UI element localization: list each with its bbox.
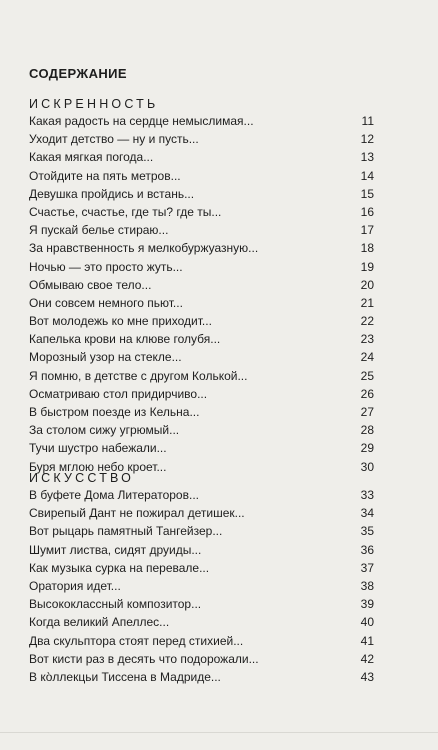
entry-page-number: 33 bbox=[360, 488, 374, 502]
entry-title: Два скульптора стоят перед стихией... bbox=[29, 633, 244, 648]
toc-entry bbox=[29, 112, 374, 130]
entry-title: Отойдите на пять метров... bbox=[29, 168, 181, 183]
toc-entry bbox=[29, 348, 374, 366]
toc-entry bbox=[29, 595, 374, 613]
entry-title: Я помню, в детстве с другом Колькой... bbox=[29, 368, 248, 383]
entry-title: Какая радость на сердце немыслимая... bbox=[29, 114, 254, 128]
entry-page-number: 21 bbox=[360, 295, 374, 310]
entry-page-number: 39 bbox=[360, 597, 374, 612]
entry-page-number: 28 bbox=[360, 423, 374, 438]
entry-title: Обмываю свое тело... bbox=[29, 277, 152, 292]
entry-page-number: 40 bbox=[360, 615, 374, 630]
entry-page-number: 17 bbox=[360, 223, 374, 238]
entry-page-number: 29 bbox=[360, 441, 374, 456]
entry-page-number: 35 bbox=[360, 524, 374, 539]
entry-title: За нравственность я мелкобуржуазную... bbox=[29, 241, 259, 256]
entry-title: Вот молодежь ко мне приходит... bbox=[29, 314, 212, 329]
entry-title: Осматриваю стол придирчиво... bbox=[29, 386, 208, 401]
toc-entry bbox=[29, 294, 374, 312]
entry-page-number: 27 bbox=[360, 405, 374, 419]
toc-entry bbox=[29, 367, 374, 385]
entry-title: Как музыка сурка на перевале... bbox=[29, 560, 210, 575]
entry-title: Свирепый Дант не пожирал детишек... bbox=[29, 506, 245, 521]
section-heading: ИСКУССТВО bbox=[29, 471, 135, 485]
entry-title: Высококлассный композитор... bbox=[29, 597, 202, 612]
entry-page-number: 34 bbox=[360, 506, 374, 521]
toc-entry bbox=[29, 203, 374, 221]
toc-entry bbox=[29, 403, 374, 421]
toc-entry bbox=[29, 632, 374, 650]
toc-entry bbox=[29, 385, 374, 403]
toc-entry bbox=[29, 185, 374, 203]
entry-page-number: 22 bbox=[360, 314, 374, 329]
toc-entry bbox=[29, 486, 374, 504]
entry-page-number: 12 bbox=[360, 132, 374, 147]
toc-entry bbox=[29, 148, 374, 166]
entry-page-number: 30 bbox=[360, 459, 374, 474]
entry-title: За столом сижу угрюмый... bbox=[29, 423, 180, 438]
entry-page-number: 23 bbox=[360, 332, 374, 347]
entry-page-number: 26 bbox=[360, 386, 374, 401]
entry-title: Девушка пройдись и встань... bbox=[29, 186, 195, 201]
entry-page-number: 36 bbox=[360, 542, 374, 557]
entry-title: В быстром поезде из Кельна... bbox=[29, 405, 200, 419]
toc-entry bbox=[29, 613, 374, 631]
entry-title: Буря мглою небо кроет... bbox=[29, 459, 167, 474]
entry-page-number: 25 bbox=[360, 368, 374, 383]
toc-entry bbox=[29, 559, 374, 577]
toc-entry bbox=[29, 330, 374, 348]
section-heading: ИСКРЕННОСТЬ bbox=[29, 97, 159, 111]
entry-title: Какая мягкая погода... bbox=[29, 150, 154, 165]
entry-title: Они совсем немного пьют... bbox=[29, 295, 183, 310]
entry-title: Морозный узор на стекле... bbox=[29, 350, 182, 365]
entry-title: Оратория идет... bbox=[29, 578, 121, 593]
entry-page-number: 13 bbox=[360, 150, 374, 165]
entry-page-number: 42 bbox=[360, 651, 374, 666]
entry-title: Счастье, счастье, где ты? где ты... bbox=[29, 204, 222, 219]
toc-entry bbox=[29, 577, 374, 595]
section-art bbox=[29, 470, 374, 686]
entry-page-number: 16 bbox=[360, 204, 374, 219]
entry-page-number: 37 bbox=[360, 560, 374, 575]
toc-entry bbox=[29, 130, 374, 148]
entry-title: В ко̀ллекцьи Тиссена в Мадриде... bbox=[29, 669, 221, 684]
entry-title: Уходит детство — ну и пусть... bbox=[29, 132, 199, 147]
toc-entry bbox=[29, 668, 374, 686]
toc-entry bbox=[29, 650, 374, 668]
toc-entry bbox=[29, 541, 374, 559]
entry-title: Я пускай белье стираю... bbox=[29, 223, 169, 238]
entry-page-number: 24 bbox=[360, 350, 374, 365]
section-sincerity bbox=[29, 96, 374, 476]
toc-entry bbox=[29, 522, 374, 540]
toc-entry bbox=[29, 276, 374, 294]
entry-page-number: 15 bbox=[360, 186, 374, 201]
entry-title: Шумит листва, сидят друиды... bbox=[29, 542, 202, 557]
toc-entry bbox=[29, 221, 374, 239]
entry-list bbox=[29, 112, 374, 476]
toc-entry bbox=[29, 312, 374, 330]
toc-entry bbox=[29, 258, 374, 276]
entry-title: Капелька крови на клюве голубя... bbox=[29, 332, 221, 347]
page-title: СОДЕРЖАНИЕ bbox=[29, 66, 127, 81]
entry-page-number: 11 bbox=[361, 114, 374, 128]
entry-page-number: 18 bbox=[360, 241, 374, 256]
entry-title: Вот кисти раз в десять что подорожали... bbox=[29, 651, 259, 666]
entry-page-number: 14 bbox=[360, 168, 374, 183]
entry-title: Ночью — это просто жуть... bbox=[29, 259, 183, 274]
entry-list bbox=[29, 486, 374, 686]
entry-page-number: 38 bbox=[360, 578, 374, 593]
toc-entry bbox=[29, 504, 374, 522]
entry-page-number: 19 bbox=[360, 259, 374, 274]
toc-entry bbox=[29, 167, 374, 185]
toc-entry bbox=[29, 239, 374, 257]
entry-page-number: 43 bbox=[360, 669, 374, 684]
entry-title: Тучи шустро набежали... bbox=[29, 441, 167, 456]
entry-page-number: 41 bbox=[360, 633, 374, 648]
entry-title: Когда великий Апеллес... bbox=[29, 615, 170, 630]
entry-title: В буфете Дома Литераторов... bbox=[29, 488, 199, 502]
entry-page-number: 20 bbox=[360, 277, 374, 292]
page-bottom-rule bbox=[0, 732, 438, 733]
toc-entry bbox=[29, 421, 374, 439]
entry-title: Вот рыцарь памятный Тангейзер... bbox=[29, 524, 223, 539]
toc-entry bbox=[29, 439, 374, 457]
